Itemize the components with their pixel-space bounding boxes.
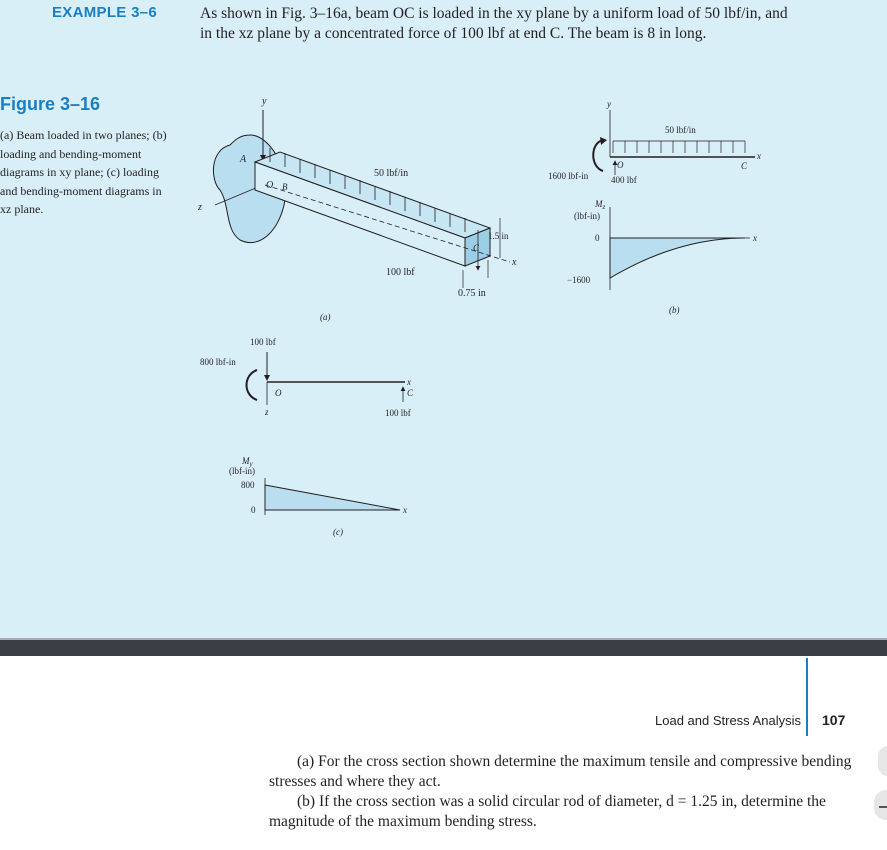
- page-divider: [0, 640, 887, 656]
- diagram-b: [545, 95, 775, 320]
- axis-y-label: y: [262, 96, 267, 107]
- diagram-b-label: (b): [669, 305, 680, 315]
- point-c: C: [473, 243, 480, 253]
- load-label: 50 lbf/in: [374, 168, 409, 179]
- diagram-a: [190, 90, 530, 330]
- moment-unit: (lbf-in): [229, 466, 255, 476]
- axis-z-label: z: [198, 202, 202, 213]
- side-scroll-tab[interactable]: [878, 746, 887, 776]
- zoom-out-icon[interactable]: [879, 806, 887, 808]
- tick-max: 800: [241, 480, 255, 490]
- example-label: EXAMPLE 3–6: [52, 4, 158, 21]
- force-label: 100 lbf: [250, 337, 276, 347]
- load-label: 50 lbf/in: [665, 125, 696, 135]
- moment-unit: (lbf-in): [574, 211, 600, 221]
- figure-caption: (a) Beam loaded in two planes; (b) loading and bending-moment diagrams in xy plane; (c) loading and bending-moment diagrams in xz plane.: [0, 128, 167, 216]
- running-head: Load and Stress Analysis: [655, 713, 801, 728]
- axis-y-label: y: [607, 99, 611, 109]
- moment-axis-label: $M_z$: [595, 199, 606, 211]
- tick-zero: 0: [595, 233, 600, 243]
- axis-z-label: z: [265, 407, 269, 417]
- width-label: 0.75 in: [458, 288, 486, 299]
- problem-text: [269, 752, 859, 832]
- point-o: O: [275, 388, 282, 398]
- point-c: C: [407, 388, 414, 398]
- moment-x-label: x: [753, 233, 757, 243]
- example-text: As shown in Fig. 3–16a, beam OC is loaded in the xy plane by a uniform load of 50 lbf/in, and in the xz plane by a concentrated force of 100 lbf at end C. The beam is 8 in long.: [200, 5, 788, 42]
- diagram-a-label: (a): [320, 312, 331, 322]
- figure-title: Figure 3–16: [0, 94, 101, 114]
- point-b: B: [282, 182, 288, 192]
- moment-label: 800 lbf-in: [200, 357, 236, 367]
- axis-x-label: x: [512, 257, 517, 268]
- moment-curve: [265, 485, 400, 510]
- point-o: O: [266, 180, 274, 191]
- page-number: 107: [822, 712, 846, 728]
- reaction-label: 100 lbf: [385, 408, 411, 418]
- point-o: O: [617, 160, 624, 170]
- moment-label: 1600 lbf-in: [548, 171, 589, 181]
- page-rule: [806, 658, 808, 736]
- point-a: A: [240, 154, 247, 165]
- problem-part-b: (b) If the cross section was a solid circular rod of diameter, d = 1.25 in, determine the magnitude of the maximum bending stress.: [269, 793, 826, 830]
- axis-x-label: x: [757, 151, 761, 161]
- tick-min: −1600: [567, 275, 591, 285]
- force-label: 100 lbf: [386, 267, 415, 278]
- height-label: 1.5 in: [488, 231, 509, 241]
- side-zoom-tab[interactable]: [874, 790, 887, 820]
- moment-x-label: x: [403, 505, 407, 515]
- moment-curve: [610, 238, 745, 278]
- point-c: C: [741, 161, 748, 171]
- problem-part-a: (a) For the cross section shown determine the maximum tensile and compressive bending stresses and where they act.: [269, 753, 852, 790]
- tick-zero: 0: [251, 505, 256, 515]
- reaction-label: 400 lbf: [611, 175, 637, 185]
- diagram-c-label: (c): [333, 527, 343, 537]
- axis-x-label: x: [407, 377, 411, 387]
- moment-axis-label: $M_y$: [242, 456, 253, 468]
- diagram-c: [195, 330, 455, 545]
